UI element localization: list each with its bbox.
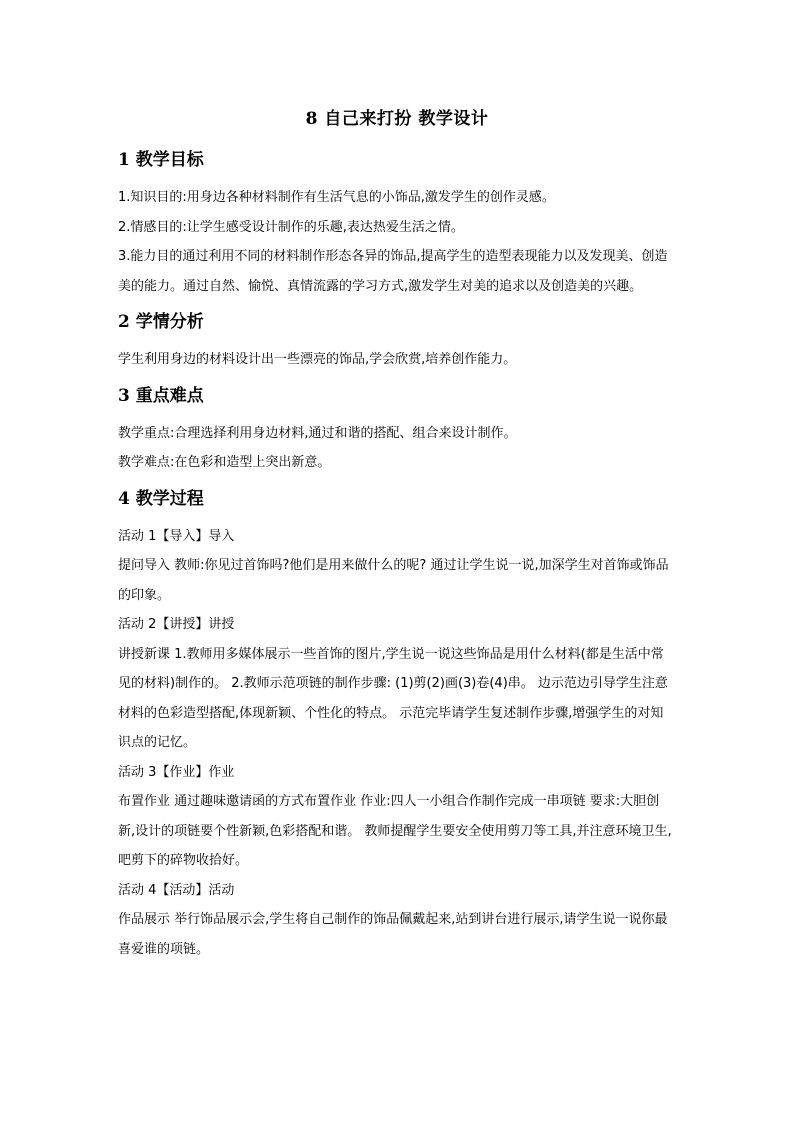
activity-text-3: 布置作业 通过趣味邀请函的方式布置作业 作业:四人一小组合作制作完成一串项链 要求:大胆创新,设计的项链要个性新颖,色彩搭配和谐。 教师提醒学生要安全使用剪刀等工具,并注意环境卫生,吧剪下的碎物收拾好。 [118, 794, 672, 868]
section-heading-analysis: 2 学情分析 [118, 312, 204, 332]
goal-item-3: 3.能力目的通过利用不同的材料制作形态各异的饰品,提高学生的造型表现能力以及发现美、创造美的能力。通过自然、愉悦、真情流露的学习方式,激发学生对美的追求以及创造美的兴趣。 [118, 249, 668, 294]
section-heading-process: 4 教学过程 [118, 488, 204, 509]
section-process [118, 487, 676, 965]
goal-item-2: 2.情感目的:让学生感受设计制作的乐趣,表达热爱生活之情。 [118, 219, 464, 235]
activity-text-1: 提问导入 教师:你见过首饰吗?他们是用来做什么的呢? 通过让学生说一说,加深学生对首饰或饰品的印象。 [118, 558, 669, 603]
document-title: 8 自己来打扮 教学设计 [305, 109, 489, 129]
section-heading-goals: 1 教学目标 [118, 150, 204, 170]
key-point-focus: 教学重点:合理选择利用身边材料,通过和谐的搭配、组合来设计制作。 [118, 425, 517, 441]
activity-label-1: 活动 1【导入】导入 [118, 528, 235, 544]
analysis-text: 学生利用身边的材料设计出一些漂亮的饰品,学会欣赏,培养创作能力。 [118, 352, 517, 367]
activity-text-2: 讲授新课 1.教师用多媒体展示一些首饰的图片,学生说一说这些饰品是用什么材料(都是生活中常见的材料)制作的。 2.教师示范项链的制作步骤: (1)剪(2)画(3)卷(4)串。 边示范边引导学生注意材料的色彩造型搭配,体现新颖、个性化的特点。 示范完毕请学生复述制作步骤,增强学生的对知识点的记忆。 [118, 646, 668, 750]
key-point-difficulty: 教学难点:在色彩和造型上突出新意。 [118, 455, 331, 470]
activity-label-4: 活动 4【活动】活动 [118, 882, 235, 898]
activity-label-2: 活动 2【讲授】讲授 [118, 617, 235, 632]
activity-text-4: 作品展示 举行饰品展示会,学生将自己制作的饰品佩戴起来,站到讲台进行展示,请学生说一说你最喜爱谁的项链。 [118, 912, 668, 957]
goal-item-1: 1.知识目的:用身边各种材料制作有生活气息的小饰品,激发学生的创作灵感。 [118, 190, 555, 205]
section-heading-key-points: 3 重点难点 [118, 385, 204, 406]
section-key-points [118, 384, 676, 478]
activity-label-3: 活动 3【作业】作业 [118, 764, 235, 780]
section-analysis [118, 310, 676, 375]
section-goals [118, 148, 676, 301]
